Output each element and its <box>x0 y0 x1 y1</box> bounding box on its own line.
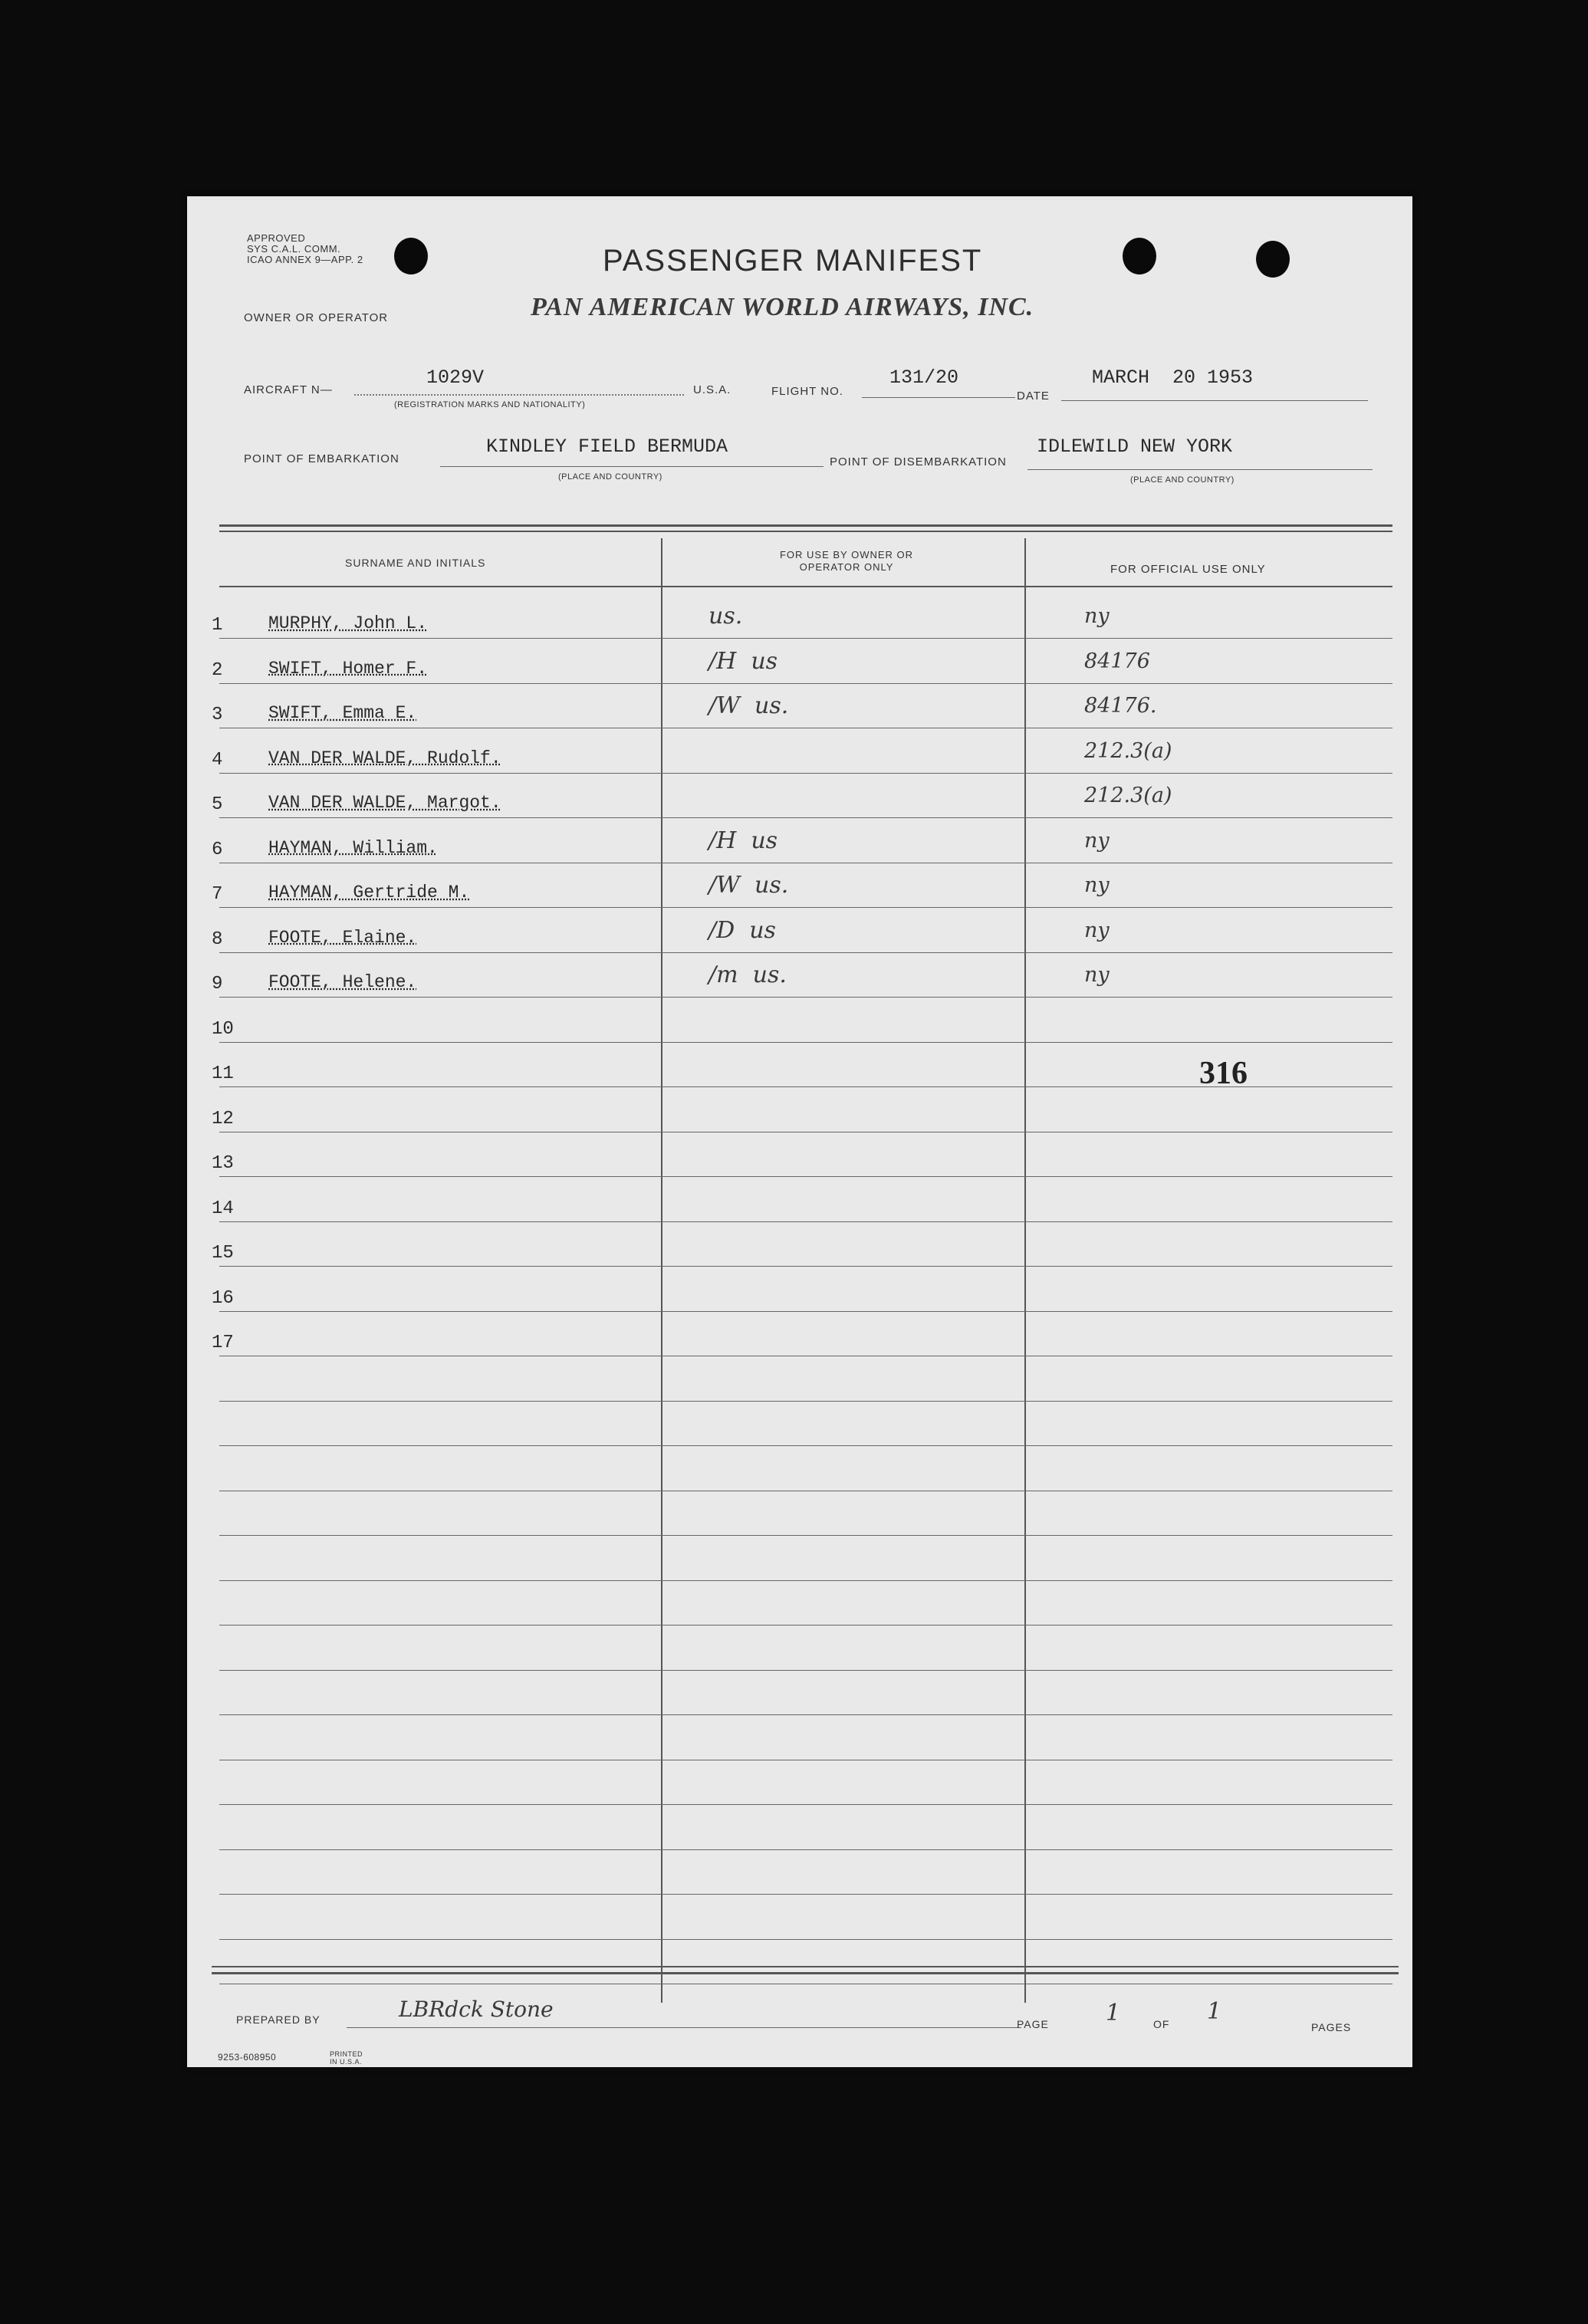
disembark-value: IDLEWILD NEW YORK <box>1037 436 1233 458</box>
row-rule <box>219 907 1392 908</box>
row-number: 10 <box>212 1018 234 1040</box>
date-line <box>1061 400 1368 401</box>
official-use-entry: ny <box>1084 963 1110 987</box>
row-number: 9 <box>212 974 223 994</box>
embark-label: POINT OF EMBARKATION <box>244 452 399 465</box>
passenger-name: VAN DER WALDE, Margot. <box>268 793 501 813</box>
header-bottom-rule <box>219 586 1392 587</box>
pages-label: PAGES <box>1311 2021 1352 2033</box>
row-number: 1 <box>212 615 223 636</box>
embark-value: KINDLEY FIELD BERMUDA <box>486 436 728 458</box>
aircraft-sublabel: (REGISTRATION MARKS AND NATIONALITY) <box>394 400 586 409</box>
embark-line <box>440 466 824 467</box>
column-divider-1 <box>661 538 662 2003</box>
passenger-name: SWIFT, Homer F. <box>268 658 428 679</box>
row-rule <box>219 1670 1392 1671</box>
row-rule <box>219 1445 1392 1446</box>
row-number: 16 <box>212 1287 234 1309</box>
row-rule <box>219 997 1392 998</box>
of-value: 1 <box>1207 1998 1222 2025</box>
table-top-rule-2 <box>219 531 1392 532</box>
disembark-label: POINT OF DISEMBARKATION <box>830 455 1007 468</box>
row-rule <box>219 1714 1392 1715</box>
page-title: PASSENGER MANIFEST <box>603 244 983 278</box>
row-rule <box>219 1266 1392 1267</box>
row-number: 8 <box>212 929 223 950</box>
owner-label: OWNER OR OPERATOR <box>244 311 389 324</box>
row-rule <box>219 1580 1392 1581</box>
row-rule <box>219 1849 1392 1850</box>
approval-line-2: SYS C.A.L. COMM. <box>247 243 341 255</box>
official-use-entry: 212.3(a) <box>1084 738 1172 763</box>
row-rule <box>219 952 1392 953</box>
column-header-official-use: FOR OFFICIAL USE ONLY <box>1110 563 1266 576</box>
row-rule <box>219 1939 1392 1940</box>
approval-text <box>247 233 363 265</box>
row-number: 13 <box>212 1153 234 1174</box>
row-number: 4 <box>212 749 223 771</box>
passenger-name: FOOTE, Helene. <box>268 972 417 992</box>
table-bottom-rule-2 <box>212 1972 1399 1974</box>
approval-line-3: ICAO ANNEX 9—APP. 2 <box>247 254 363 265</box>
owner-use-entry: /m us. <box>709 961 787 988</box>
passenger-name: HAYMAN, William. <box>268 837 438 858</box>
flight-line <box>862 397 1015 398</box>
manifest-sheet <box>187 196 1412 2067</box>
prepared-value: LBRdck Stone <box>399 1997 554 2022</box>
passenger-name: VAN DER WALDE, Rudolf. <box>268 748 501 768</box>
passenger-name: HAYMAN, Gertride M. <box>268 883 470 902</box>
disembark-line <box>1027 469 1373 470</box>
official-use-entry: ny <box>1084 604 1110 628</box>
row-number: 15 <box>212 1243 234 1264</box>
date-value: MARCH 20 1953 <box>1092 367 1254 389</box>
row-number: 17 <box>212 1333 234 1353</box>
embark-sublabel: (PLACE AND COUNTRY) <box>558 472 662 482</box>
punch-hole-center <box>1123 238 1156 274</box>
official-use-entry: ny <box>1084 918 1110 942</box>
table-bottom-rule-1 <box>212 1966 1399 1967</box>
row-number: 7 <box>212 884 223 905</box>
aircraft-line <box>354 394 684 396</box>
row-number: 5 <box>212 794 223 815</box>
table-top-rule-1 <box>219 524 1392 527</box>
passenger-name: MURPHY, John L. <box>268 613 428 633</box>
official-use-entry: 212.3(a) <box>1084 784 1172 807</box>
row-number: 6 <box>212 839 223 860</box>
owner-use-entry: /W us. <box>709 872 789 899</box>
date-label: DATE <box>1017 390 1050 403</box>
owner-use-entry: /H us <box>709 827 778 854</box>
row-rule <box>219 683 1392 684</box>
row-number: 14 <box>212 1198 234 1219</box>
column-header-owner-use: FOR USE BY OWNER OR OPERATOR ONLY <box>779 549 914 573</box>
form-number: 9253-608950 <box>218 2052 277 2063</box>
usa-label: U.S.A. <box>693 383 732 396</box>
owner-use-entry: /D us <box>709 916 776 944</box>
stamp-number: 316 <box>1199 1056 1248 1091</box>
passenger-name: FOOTE, Elaine. <box>268 927 417 948</box>
page-label: PAGE <box>1017 2018 1049 2030</box>
row-rule <box>219 817 1392 818</box>
row-rule <box>219 1221 1392 1222</box>
official-use-entry: 84176 <box>1084 649 1150 673</box>
official-use-entry: ny <box>1084 873 1110 897</box>
of-label: OF <box>1153 2018 1170 2030</box>
aircraft-label: AIRCRAFT N— <box>244 383 333 396</box>
owner-use-entry: us. <box>709 603 743 629</box>
column-header-surname: SURNAME AND INITIALS <box>345 557 486 569</box>
punch-hole-right <box>1256 241 1290 278</box>
official-use-entry: 84176. <box>1084 694 1157 718</box>
row-number: 3 <box>212 705 223 725</box>
disembark-sublabel: (PLACE AND COUNTRY) <box>1130 475 1235 485</box>
prepared-label: PREPARED BY <box>236 2013 321 2026</box>
owner-use-entry: /H us <box>709 647 778 675</box>
row-rule <box>219 1042 1392 1043</box>
official-use-entry: ny <box>1084 828 1110 853</box>
row-rule <box>219 1311 1392 1312</box>
prepared-line <box>347 2027 1021 2028</box>
passenger-name: SWIFT, Emma E. <box>268 703 417 723</box>
row-number: 12 <box>212 1108 234 1129</box>
flight-value: 131/20 <box>889 367 959 389</box>
owner-use-entry: /W us. <box>709 692 789 719</box>
row-number: 11 <box>212 1063 234 1084</box>
page-value: 1 <box>1106 2000 1121 2027</box>
column-divider-2 <box>1024 538 1026 2003</box>
row-rule <box>219 1894 1392 1895</box>
approval-line-1: APPROVED <box>247 232 306 244</box>
aircraft-value: 1029V <box>426 367 485 389</box>
printed-label: PRINTED IN U.S.A. <box>330 2050 363 2066</box>
punch-hole-left <box>394 238 428 274</box>
row-rule <box>219 1176 1392 1177</box>
row-rule <box>219 1401 1392 1402</box>
row-number: 2 <box>212 659 223 681</box>
row-rule <box>219 1535 1392 1536</box>
flight-label: FLIGHT NO. <box>771 385 843 398</box>
row-rule <box>219 773 1392 774</box>
owner-value: PAN AMERICAN WORLD AIRWAYS, INC. <box>531 293 1034 321</box>
row-rule <box>219 1804 1392 1805</box>
row-rule <box>219 638 1392 639</box>
